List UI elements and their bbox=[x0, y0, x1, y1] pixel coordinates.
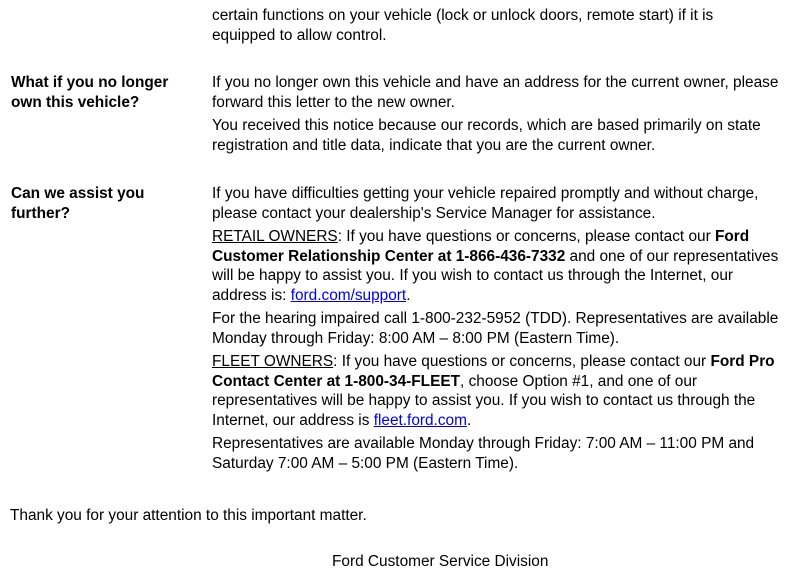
retail-text-2: and one of our representatives will be happy to assist you. If you wish to contact us through the Internet, our address is: bbox=[212, 247, 779, 304]
fleet-ford-link[interactable]: fleet.ford.com bbox=[373, 411, 467, 429]
fleet-hours-paragraph: Representatives are available Monday through Friday: 7:00 AM – 11:00 PM and Saturday 7:00 AM – 5:00 PM (Eastern Time). bbox=[212, 435, 755, 472]
intro-line-1: certain functions on your vehicle (lock or unlock doors, remote start) if it is bbox=[212, 7, 714, 24]
section-label-assist: Can we assist you further? bbox=[11, 185, 145, 222]
retail-owners-label: RETAIL OWNERS bbox=[212, 228, 338, 245]
fleet-text-2: , choose Option #1, and one of our representatives will be happy to assist you. If you wish to contact us through the Internet, our address is bbox=[212, 372, 756, 429]
retail-text-1: : If you have questions or concerns, please contact our bbox=[337, 228, 715, 245]
fleet-text-1: : If you have questions or concerns, please contact our bbox=[333, 353, 711, 370]
ford-support-link[interactable]: ford.com/support bbox=[290, 286, 407, 304]
retail-contact-center: Ford Customer Relationship Center at 1-866-436-7332 bbox=[212, 228, 750, 265]
no-longer-own-paragraph-1: If you no longer own this vehicle and have an address for the current owner, please forward this letter to the new owner. bbox=[212, 74, 779, 111]
fleet-end: . bbox=[466, 411, 472, 429]
retail-owners-paragraph bbox=[212, 227, 782, 305]
signature: Ford Customer Service Division bbox=[332, 553, 549, 570]
retail-end: . bbox=[406, 286, 411, 304]
hearing-impaired-paragraph: For the hearing impaired call 1-800-232-5952 (TDD). Representatives are available Monday through Friday: 8:00 AM – 8:00 PM (Eastern Time). bbox=[212, 310, 779, 347]
closing-line: Thank you for your attention to this important matter. bbox=[10, 507, 367, 524]
fleet-owners-label: FLEET OWNERS bbox=[212, 353, 334, 370]
no-longer-own-paragraph-2: You received this notice because our records, which are based primarily on state registration and title data, indicate that you are the current owner. bbox=[212, 117, 761, 154]
section-body-assist bbox=[212, 184, 782, 477]
section-label-no-longer-own: What if you no longer own this vehicle? bbox=[11, 74, 169, 111]
intro-paragraph bbox=[212, 6, 782, 45]
assist-paragraph-1: If you have difficulties getting your vehicle repaired promptly and without charge, please contact your dealership's Service Manager for assistance. bbox=[212, 185, 759, 222]
fleet-contact-center: Ford Pro Contact Center at 1-800-34-FLEET bbox=[212, 353, 775, 390]
section-body-no-longer-own bbox=[212, 73, 782, 159]
fleet-owners-paragraph bbox=[212, 352, 782, 430]
intro-line-2: equipped to allow control. bbox=[212, 26, 387, 44]
